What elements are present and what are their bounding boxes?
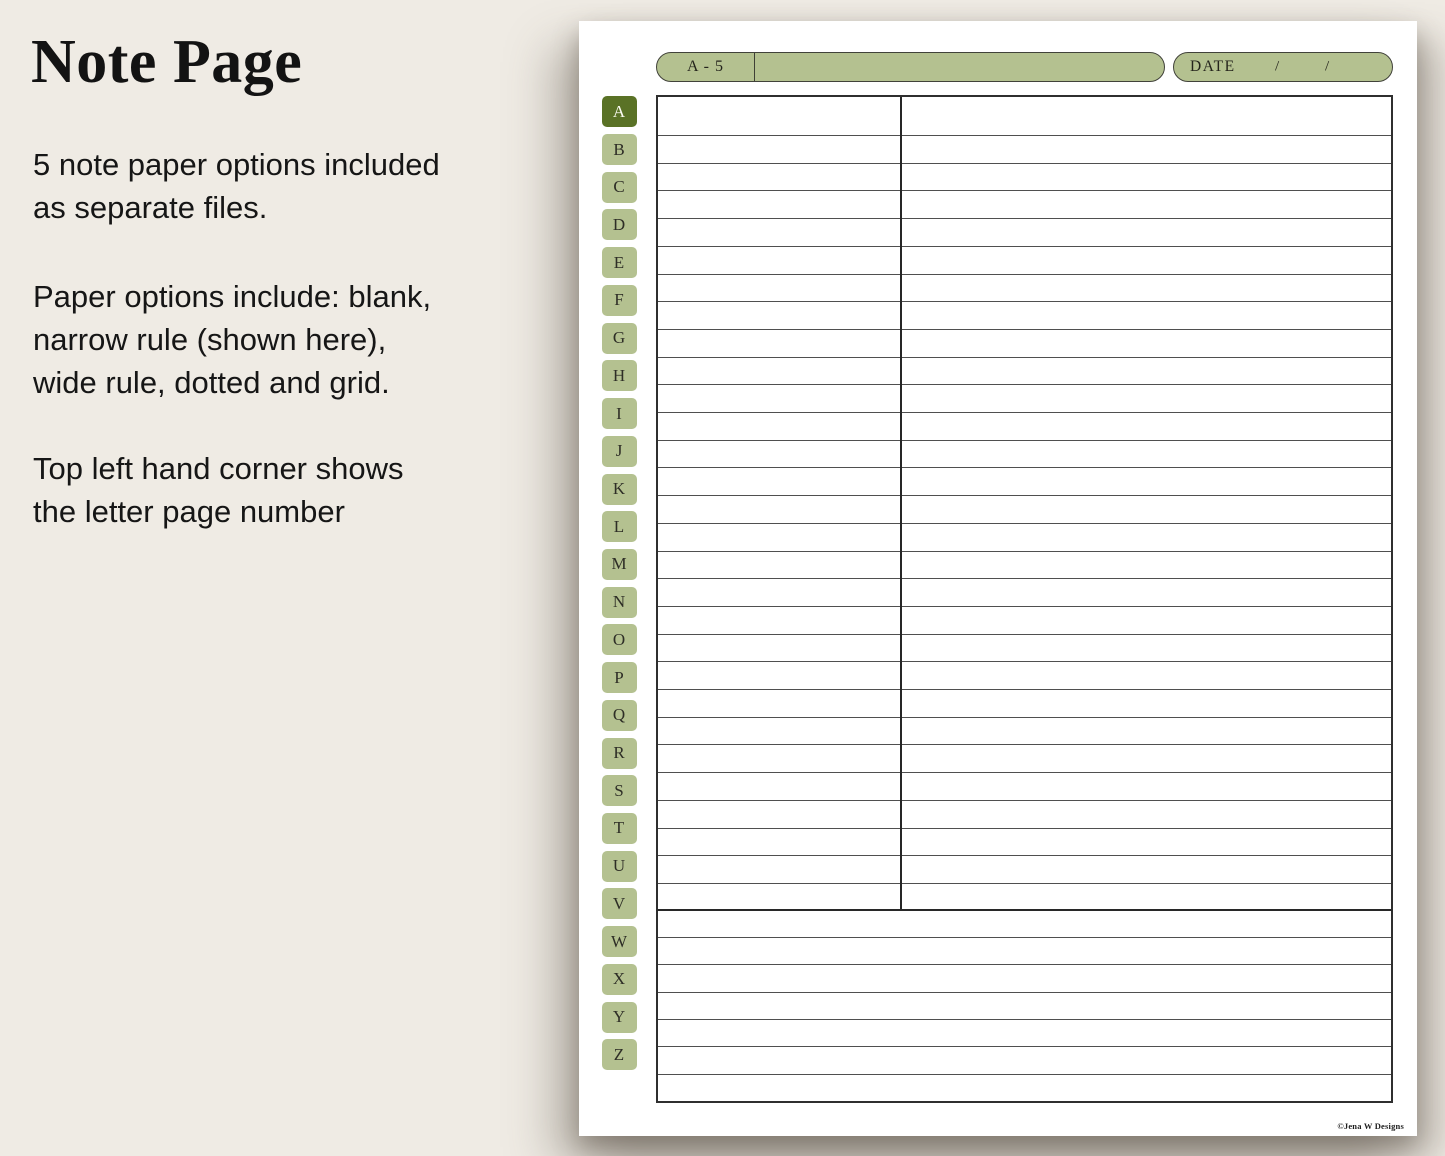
rule-line xyxy=(658,717,1391,718)
rule-line xyxy=(658,218,1391,219)
date-label: DATE xyxy=(1190,58,1236,75)
rule-line xyxy=(658,992,1391,993)
index-tab-j[interactable]: J xyxy=(602,436,637,467)
rule-line xyxy=(658,744,1391,745)
rule-line xyxy=(658,1019,1391,1020)
rule-line xyxy=(658,523,1391,524)
credit-text: ©Jena W Designs xyxy=(1337,1121,1404,1131)
rule-line xyxy=(658,1046,1391,1047)
index-tab-r[interactable]: R xyxy=(602,738,637,769)
rule-line xyxy=(658,412,1391,413)
paragraph-line: Top left hand corner shows xyxy=(33,451,404,486)
paragraph-line: 5 note paper options included xyxy=(33,147,440,182)
index-tab-y[interactable]: Y xyxy=(602,1002,637,1033)
rule-line xyxy=(658,467,1391,468)
page-title: Note Page xyxy=(31,28,303,96)
rule-line xyxy=(658,1074,1391,1075)
rule-line xyxy=(658,274,1391,275)
paragraph-line: narrow rule (shown here), xyxy=(33,322,387,357)
index-tab-x[interactable]: X xyxy=(602,964,637,995)
rule-line xyxy=(658,634,1391,635)
index-tab-l[interactable]: L xyxy=(602,511,637,542)
rule-line xyxy=(658,606,1391,607)
index-tab-g[interactable]: G xyxy=(602,323,637,354)
index-tab-q[interactable]: Q xyxy=(602,700,637,731)
column-divider xyxy=(900,97,902,909)
rule-line xyxy=(658,855,1391,856)
rule-line xyxy=(658,384,1391,385)
notes-table-two-column[interactable] xyxy=(656,95,1393,911)
paragraph-line: as separate files. xyxy=(33,190,268,225)
index-tab-n[interactable]: N xyxy=(602,587,637,618)
rule-line xyxy=(658,828,1391,829)
index-tab-m[interactable]: M xyxy=(602,549,637,580)
index-tab-z[interactable]: Z xyxy=(602,1039,637,1070)
description-paragraph-2 xyxy=(33,275,431,404)
index-tab-a[interactable]: A xyxy=(602,96,637,127)
rule-line xyxy=(658,440,1391,441)
rule-line xyxy=(658,135,1391,136)
index-tab-s[interactable]: S xyxy=(602,775,637,806)
index-tab-t[interactable]: T xyxy=(602,813,637,844)
date-separator: / xyxy=(1325,58,1330,75)
rule-line xyxy=(658,689,1391,690)
rule-line xyxy=(658,883,1391,884)
rule-line xyxy=(658,495,1391,496)
index-tab-d[interactable]: D xyxy=(602,209,637,240)
index-tab-h[interactable]: H xyxy=(602,360,637,391)
paragraph-line: Paper options include: blank, xyxy=(33,279,432,314)
rule-line xyxy=(658,937,1391,938)
page-number-text: A - 5 xyxy=(687,58,724,75)
index-tab-e[interactable]: E xyxy=(602,247,637,278)
paragraph-line: the letter page number xyxy=(33,494,345,529)
index-tab-u[interactable]: U xyxy=(602,851,637,882)
index-tab-p[interactable]: P xyxy=(602,662,637,693)
index-tab-c[interactable]: C xyxy=(602,172,637,203)
rule-line xyxy=(658,246,1391,247)
description-paragraph-1 xyxy=(33,143,440,229)
rule-line xyxy=(658,329,1391,330)
index-tab-w[interactable]: W xyxy=(602,926,637,957)
rule-line xyxy=(658,190,1391,191)
rule-line xyxy=(658,551,1391,552)
index-tab-i[interactable]: I xyxy=(602,398,637,429)
index-tab-b[interactable]: B xyxy=(602,134,637,165)
rule-line xyxy=(658,772,1391,773)
rule-line xyxy=(658,661,1391,662)
rule-line xyxy=(658,800,1391,801)
index-tab-k[interactable]: K xyxy=(602,474,637,505)
rule-line xyxy=(658,163,1391,164)
bottom-rules xyxy=(658,911,1391,1101)
two-column-rules xyxy=(658,97,1391,909)
description-paragraph-3 xyxy=(33,447,404,533)
index-tab-f[interactable]: F xyxy=(602,285,637,316)
notes-table-bottom[interactable] xyxy=(656,911,1393,1103)
index-tab-v[interactable]: V xyxy=(602,888,637,919)
rule-line xyxy=(658,357,1391,358)
date-separator: / xyxy=(1275,58,1280,75)
rule-line xyxy=(658,578,1391,579)
paragraph-line: wide rule, dotted and grid. xyxy=(33,365,390,400)
note-page-preview xyxy=(579,21,1417,1136)
index-tab-o[interactable]: O xyxy=(602,624,637,655)
rule-line xyxy=(658,301,1391,302)
rule-line xyxy=(658,964,1391,965)
